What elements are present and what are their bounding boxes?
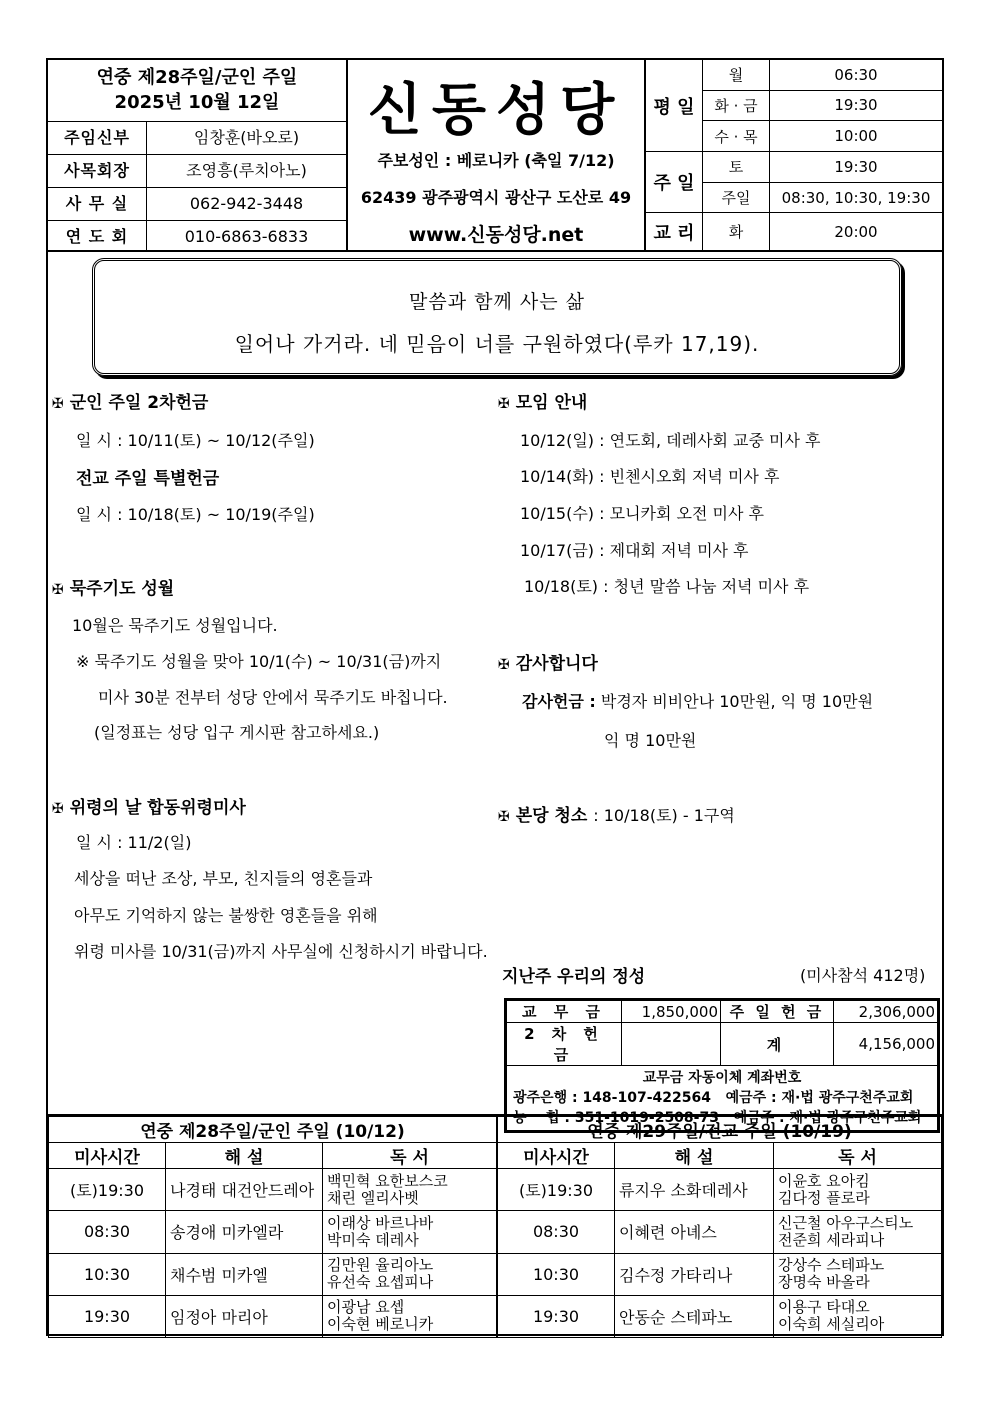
info-label: 연 도 회 <box>48 221 147 251</box>
schedule-day: 화 <box>703 213 770 250</box>
text-line: 위령 미사를 10/31(금)까지 사무실에 신청하시기 바랍니다. <box>74 942 488 961</box>
thanks-line-2: 익 명 10만원 <box>604 731 697 750</box>
section-title: 모임 안내 <box>515 393 588 413</box>
roster-row <box>49 1169 497 1211</box>
text-line: 10월은 묵주기도 성월입니다. <box>72 616 278 635</box>
reader-2: 이숙현 베로니카 <box>327 1315 434 1334</box>
schedule-time: 06:30 <box>770 60 943 90</box>
section-heading <box>498 801 735 826</box>
schedule-day: 토 <box>703 152 770 183</box>
thanks-text: 박경자 비비안나 10만원, 익 명 10만원 <box>600 692 874 711</box>
section-title: 묵주기도 성월 <box>69 579 175 599</box>
schedule-time: 10:00 <box>770 121 943 152</box>
info-label: 사 무 실 <box>48 188 147 220</box>
roster-row <box>498 1169 942 1211</box>
text-line: 일 시 : 11/2(일) <box>76 833 192 852</box>
section-title: 군인 주일 2차헌금 <box>69 393 209 413</box>
cross-icon: ✠ <box>52 582 64 598</box>
mass-time: 19:30 <box>49 1295 166 1337</box>
reader-1: 강상수 스테파노 <box>778 1256 885 1275</box>
text-line: 일 시 : 10/18(토) ~ 10/19(주일) <box>76 505 315 524</box>
info-value: 062-942-3448 <box>189 194 304 213</box>
week-title: 연중 제28주일/군인 주일 <box>96 67 298 88</box>
reader-2: 전준희 세라피나 <box>778 1230 885 1249</box>
mass-time: 08:30 <box>49 1211 166 1253</box>
info-value: 조영흥(루치아노) <box>186 161 307 180</box>
meeting-item: 10/17(금) : 제대회 저녁 미사 후 <box>520 541 749 560</box>
reader-1: 백민혁 요한보스코 <box>327 1171 448 1190</box>
meeting-item: 10/14(화) : 빈첸시오회 저녁 미사 후 <box>520 467 780 486</box>
thanks-label: 감사헌금 : <box>522 692 596 711</box>
roster-row <box>498 1253 942 1295</box>
account-line: 광주은행 : 148-107-422564 예금주 : 재·법 광주구천주교회 <box>513 1090 914 1106</box>
meeting-item: 10/15(수) : 모니카회 오전 미사 후 <box>520 504 764 523</box>
schedule-time: 20:00 <box>770 213 943 250</box>
reader-2: 김다정 플로라 <box>778 1188 870 1207</box>
mass-time: 10:30 <box>498 1253 615 1295</box>
readers <box>774 1295 942 1337</box>
text-line: 미사 30분 전부터 성당 안에서 묵주기도 바칩니다. <box>98 688 448 707</box>
church-name: 신동성당 <box>367 77 625 143</box>
roster-title: 연중 제28주일/군인 주일 (10/12) <box>49 1117 497 1143</box>
mass-time: (토)19:30 <box>498 1169 615 1211</box>
reader-1: 이용구 타대오 <box>778 1298 870 1317</box>
commentator: 안동순 스테파노 <box>615 1295 774 1337</box>
banner-verse: 일어나 가거라. 네 믿음이 너를 구원하였다(루카 17,19). <box>234 332 760 356</box>
section-subtitle: 전교 주일 특별헌금 <box>76 469 220 489</box>
readers <box>323 1295 497 1337</box>
roster-row <box>49 1253 497 1295</box>
text-line: 일 시 : 10/11(토) ~ 10/12(주일) <box>76 431 315 450</box>
col-header-reader: 독 서 <box>323 1143 497 1169</box>
readers <box>323 1211 497 1253</box>
reader-2: 박미숙 데레사 <box>327 1230 419 1249</box>
offering-label: 계 <box>721 1023 834 1066</box>
reader-1: 김만원 율리아노 <box>327 1256 434 1275</box>
schedule-time: 19:30 <box>770 90 943 121</box>
schedule-day: 수 · 목 <box>703 121 770 152</box>
reader-2: 이숙희 세실리아 <box>778 1315 885 1334</box>
sunday-label: 주 일 <box>646 152 703 213</box>
bulletin-date: 2025년 10월 12일 <box>114 92 280 113</box>
reader-1: 이래상 바르나바 <box>327 1213 434 1232</box>
reader-1: 이윤호 요아킴 <box>778 1171 870 1190</box>
reader-1: 신근철 아우구스티노 <box>778 1213 914 1232</box>
roster-row <box>49 1295 497 1337</box>
schedule-day: 주일 <box>703 182 770 213</box>
mass-time: (토)19:30 <box>49 1169 166 1211</box>
section-heading <box>52 574 174 599</box>
section-heading <box>52 793 246 818</box>
offering-value: 2,306,000 <box>834 1001 938 1023</box>
commentator: 나경태 대건안드레아 <box>166 1169 323 1211</box>
info-value: 010-6863-6833 <box>184 227 309 246</box>
text-line: (일정표는 성당 입구 게시판 참고하세요.) <box>94 723 380 742</box>
mass-time: 19:30 <box>498 1295 615 1337</box>
section-heading <box>52 388 208 413</box>
col-header-time: 미사시간 <box>498 1143 615 1169</box>
catechism-label: 교 리 <box>646 213 703 250</box>
account-title: 교무금 자동이체 계좌번호 <box>642 1070 802 1086</box>
schedule-time: 08:30, 10:30, 19:30 <box>770 182 943 213</box>
commentator: 류지우 소화데레사 <box>615 1169 774 1211</box>
weekday-label: 평 일 <box>646 60 703 152</box>
cross-icon: ✠ <box>52 801 64 817</box>
cross-icon: ✠ <box>52 396 64 412</box>
attendance: (미사참석 412명) <box>800 966 926 985</box>
info-label: 사목회장 <box>48 155 147 187</box>
offering-value <box>622 1023 721 1066</box>
col-header-time: 미사시간 <box>49 1143 166 1169</box>
meeting-item: 10/18(토) : 청년 말씀 나눔 저녁 미사 후 <box>524 577 810 596</box>
cross-icon: ✠ <box>498 396 510 412</box>
roster-title: 연중 제29주일/전교 주일 (10/19) <box>498 1117 942 1143</box>
offering-title: 지난주 우리의 정성 <box>502 967 646 987</box>
roster-row <box>498 1295 942 1337</box>
section-heading <box>498 649 598 674</box>
right-column <box>498 60 942 1110</box>
church-address: 62439 광주광역시 광산구 도산로 49 <box>360 188 632 207</box>
readers <box>323 1169 497 1211</box>
cross-icon: ✠ <box>498 809 510 825</box>
reader-1: 이광남 요셉 <box>327 1298 405 1317</box>
schedule-day: 월 <box>703 60 770 90</box>
text-line: 세상을 떠난 조상, 부모, 친지들의 영혼들과 <box>74 869 373 888</box>
offering-label: 2 차 헌 금 <box>507 1023 622 1066</box>
info-label: 주임신부 <box>48 122 147 154</box>
commentator: 임정아 마리아 <box>166 1295 323 1337</box>
commentator: 김수정 가타리나 <box>615 1253 774 1295</box>
left-column <box>48 60 498 1110</box>
meeting-item: 10/12(일) : 연도회, 데레사회 교중 미사 후 <box>520 431 821 450</box>
roster-row <box>498 1211 942 1253</box>
readers <box>774 1169 942 1211</box>
church-website[interactable]: www.신동성당.net <box>408 224 584 246</box>
cross-icon: ✠ <box>498 657 510 673</box>
offering-value: 1,850,000 <box>622 1001 721 1023</box>
section-title: 감사합니다 <box>515 654 598 674</box>
reader-2: 장명숙 바올라 <box>778 1273 870 1292</box>
text-line: 아무도 기억하지 않는 불쌍한 영혼들을 위해 <box>74 906 378 925</box>
roster-this-week <box>48 1116 497 1338</box>
mass-time: 10:30 <box>49 1253 166 1295</box>
offering-value: 4,156,000 <box>834 1023 938 1066</box>
commentator: 송경애 미카엘라 <box>166 1211 323 1253</box>
mass-time: 08:30 <box>498 1211 615 1253</box>
account-line: 농 협 : 351-1019-2508-73 예금주 : 재·법 광주구천주교회 <box>513 1110 922 1126</box>
reader-2: 채린 엘리사벳 <box>327 1188 419 1207</box>
roster-next-week <box>497 1116 942 1338</box>
col-header-reader: 독 서 <box>774 1143 942 1169</box>
reader-2: 유선숙 요셉피나 <box>327 1273 434 1292</box>
offering-table <box>504 998 940 1133</box>
col-header-commentator: 해 설 <box>615 1143 774 1169</box>
readers <box>774 1253 942 1295</box>
info-value: 임창훈(바오로) <box>193 128 300 147</box>
patron-saint: 주보성인 : 베로니카 (축일 7/12) <box>377 151 615 170</box>
section-title: 위령의 날 합동위령미사 <box>69 798 246 818</box>
section-heading <box>498 388 587 413</box>
roster-row <box>49 1211 497 1253</box>
offering-label: 교 무 금 <box>507 1001 622 1023</box>
readers <box>774 1211 942 1253</box>
schedule-time: 19:30 <box>770 152 943 183</box>
cleaning-text: : 10/18(토) - 1구역 <box>593 806 735 825</box>
readers <box>323 1253 497 1295</box>
commentator: 채수범 미카엘 <box>166 1253 323 1295</box>
thanks-line <box>522 689 873 712</box>
schedule-day: 화 · 금 <box>703 90 770 121</box>
col-header-commentator: 해 설 <box>166 1143 323 1169</box>
commentator: 이혜련 아녜스 <box>615 1211 774 1253</box>
text-line: ※ 묵주기도 성월을 맞아 10/1(수) ~ 10/31(금)까지 <box>76 652 442 671</box>
bulletin-frame <box>46 58 944 1336</box>
section-title: 본당 청소 <box>515 806 588 826</box>
banner-heading: 말씀과 함께 사는 삶 <box>409 291 585 313</box>
ministry-roster <box>48 1114 942 1338</box>
offering-label: 주 일 헌 금 <box>721 1001 834 1023</box>
